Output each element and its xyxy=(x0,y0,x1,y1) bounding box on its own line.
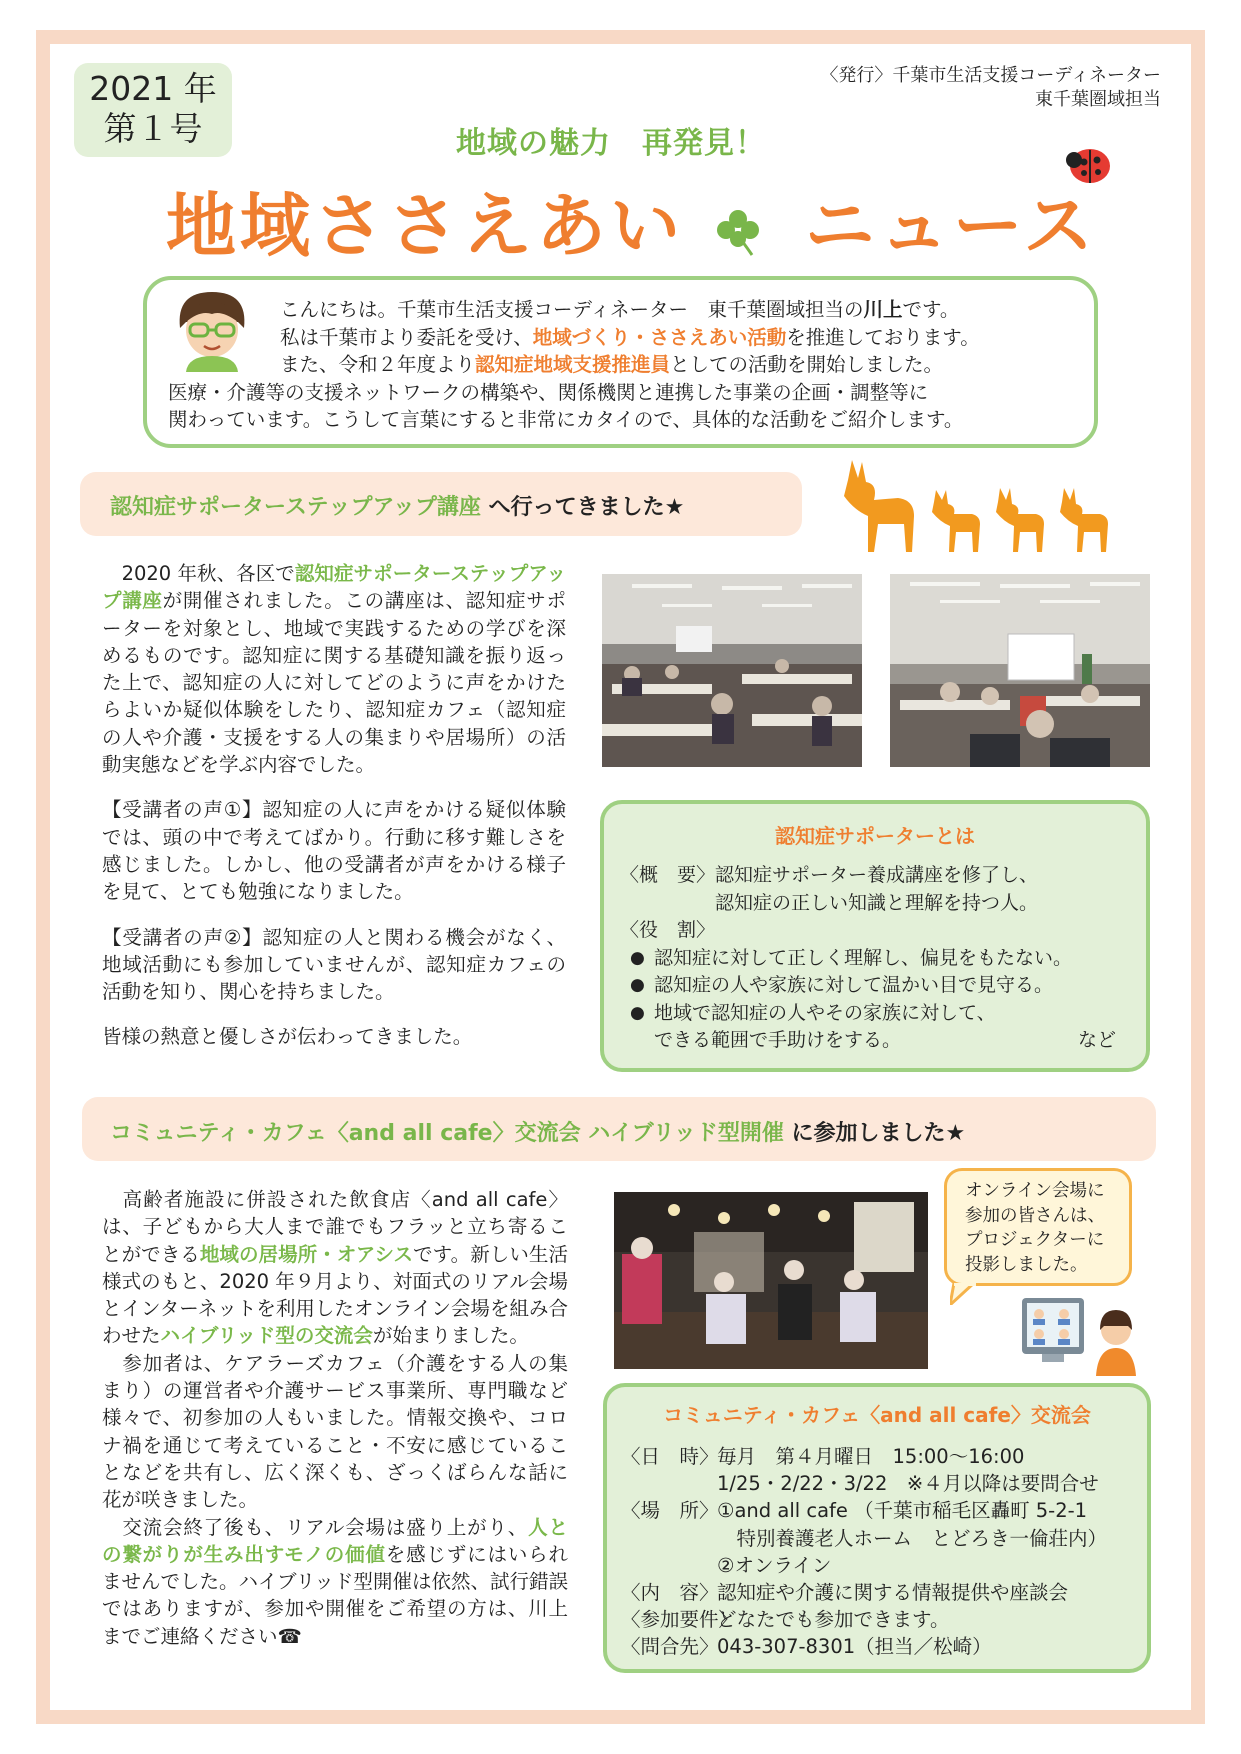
cafe-detail-value: ②オンライン xyxy=(717,1553,832,1577)
cafe-detail-label: 〈日 時〉 xyxy=(621,1445,719,1468)
cafe-detail-row xyxy=(621,1633,1146,1660)
overview-line2: 認知症の正しい知識と理解を持つ人。 xyxy=(715,891,1039,914)
supporter-box-title: 認知症サポーターとは xyxy=(775,824,975,848)
supporter-box-body xyxy=(620,862,1140,1055)
intro-text xyxy=(168,296,1088,434)
speech-tail-icon xyxy=(950,1283,980,1309)
section2-text xyxy=(102,1186,568,1650)
cafe-detail-label: 〈場 所〉 xyxy=(621,1499,719,1523)
publisher xyxy=(820,64,1161,112)
cafe-detail-value: ①and all cafe （千葉市稲毛区轟町 5-2-1 xyxy=(717,1499,1088,1523)
section1-banner-title: 認知症サポーターステップアップ講座 xyxy=(110,495,481,520)
cafe-detail-label: 〈参加要件〉 xyxy=(621,1608,739,1632)
cafe-detail-label xyxy=(621,1525,717,1552)
masthead xyxy=(166,170,1097,271)
section1-paragraph1: 2020 年秋、各区で認知症サポーターステップアップ講座が開催されました。この講座は、認知症サポーターを対象とし、地域で実践するための学びを深めるものです。認知症に関する基礎知識を振り返った上で、認知症の人に対してどのように声をかけたらよいか疑似体験をしたり、認知症カフェ（認知症の人や介護・支援をする人の集まりや居場所）の活動実態などを学ぶ内容でした。 xyxy=(102,562,566,777)
section1-text xyxy=(102,560,566,1051)
section1-banner xyxy=(80,472,802,536)
cafe-detail-row xyxy=(621,1470,1146,1497)
cafe-box-body xyxy=(621,1443,1146,1661)
intro-line4: 医療・介護等の支援ネットワークの構築や、関係機関と連携した事業の企画・調整等に xyxy=(168,380,929,404)
cafe-detail-row xyxy=(621,1525,1146,1552)
intro-line1: こんにちは。千葉市生活支援コーディネーター 東千葉圏域担当の川上です。 xyxy=(280,298,960,321)
role-last-line xyxy=(620,1027,1140,1055)
cafe-detail-value: 毎月 第４月曜日 15:00～16:00 xyxy=(717,1445,1025,1468)
cafe-detail-value: 認知症や介護に関する情報提供や座談会 xyxy=(717,1581,1069,1605)
role-list xyxy=(620,945,1140,1028)
section2-paragraph1: 高齢者施設に併設された飲食店〈and all cafe〉は、子どもから大人まで誰でもフラッと立ち寄ることができる地域の居場所・オアシスです。新しい生活様式のもと、2020 年９月より、対面式のリアル会場とインターネットを利用したオンライン会場を組み合わせたハイブリッド型の交流会が始まりました。 xyxy=(102,1188,568,1348)
intro-line5: 関わっています。こうして言葉にすると非常にカタイので、具体的な活動をご紹介します。 xyxy=(168,408,964,431)
role-last-text: できる範囲で手助けをする。 xyxy=(654,1029,902,1051)
cafe-detail-value: 1/25・2/22・3/22 ※４月以降は要問合せ xyxy=(717,1472,1099,1496)
masthead-right: ニュース xyxy=(804,185,1098,267)
cafe-detail-value: 特別養護老人ホーム とどろき一倫荘内） xyxy=(717,1526,1108,1550)
issue-year: 2021 年 xyxy=(89,69,217,108)
role-item: ● 地域で認知症の人やその家族に対して、 xyxy=(620,1000,1140,1028)
cafe-detail-value[interactable]: 043-307-8301（担当／松崎） xyxy=(717,1635,992,1659)
cafe-detail-label: 〈内 容〉 xyxy=(621,1581,719,1605)
overview-label: 〈概 要〉 xyxy=(620,864,716,886)
seminar-photo-1 xyxy=(602,574,862,767)
online-speech-bubble: オンライン会場に参加の皆さんは、プロジェクターに投影しました。 xyxy=(944,1168,1132,1286)
issue-badge xyxy=(74,63,232,157)
cafe-detail-row xyxy=(621,1606,1146,1633)
clover-icon xyxy=(712,185,776,267)
section2-banner-suffix: に参加しました★ xyxy=(783,1121,966,1146)
cafe-detail-label: 〈問合先〉 xyxy=(621,1635,719,1659)
role-item: ● 認知症に対して正しく理解し、偏見をもたない。 xyxy=(620,945,1140,973)
issue-number: 第１号 xyxy=(103,109,203,148)
cafe-detail-row xyxy=(621,1497,1146,1524)
supporter-info-box xyxy=(600,800,1150,1072)
section2-banner xyxy=(82,1097,1156,1161)
role-item: ● 認知症の人や家族に対して温かい目で見守る。 xyxy=(620,972,1140,1000)
section1-banner-suffix: へ行ってきました★ xyxy=(480,495,685,520)
voice2: 【受講者の声②】認知症の人と関わる機会がなく、地域活動にも参加していませんが、認知症カフェの活動を知り、関心を持ちました。 xyxy=(102,925,566,1004)
cafe-detail-label xyxy=(621,1552,717,1579)
publisher-line1: 〈発行〉千葉市生活支援コーディネーター xyxy=(820,65,1161,86)
cafe-details xyxy=(621,1443,1146,1661)
overview-line1: 認知症サポーター養成講座を修了し、 xyxy=(715,864,1039,886)
role-label: 〈役 割〉 xyxy=(620,919,716,941)
cafe-detail-row xyxy=(621,1443,1146,1470)
online-meeting-illustration xyxy=(1020,1296,1142,1380)
cafe-detail-row xyxy=(621,1579,1146,1606)
cafe-detail-row xyxy=(621,1552,1146,1579)
section2-banner-title: コミュニティ・カフェ〈and all cafe〉交流会 ハイブリッド型開催 xyxy=(110,1121,784,1146)
masthead-left: 地域ささえあい xyxy=(166,185,684,267)
cafe-info-box xyxy=(603,1383,1151,1673)
cafe-detail-value: どなたでも参加できます。 xyxy=(717,1608,950,1632)
voice1: 【受講者の声①】認知症の人に声をかける疑似体験では、頭の中で考えてばかり。行動に移す難しさを感じました。しかし、他の受講者が声をかける様子を見て、とても勉強になりました。 xyxy=(102,798,566,904)
donkey-illustration xyxy=(838,460,1118,560)
intro-line2: 私は千葉市より委託を受け、地域づくり・ささえあい活動を推進しております。 xyxy=(280,325,980,349)
publisher-line2: 東千葉圏域担当 xyxy=(1035,89,1161,110)
cafe-box-title: コミュニティ・カフェ〈and all cafe〉交流会 xyxy=(663,1403,1091,1427)
closing-remark: 皆様の熱意と優しさが伝わってきました。 xyxy=(102,1025,473,1049)
cafe-detail-label xyxy=(621,1470,717,1497)
section2-paragraph3: 交流会終了後も、リアル会場は盛り上がり、人との繋がりが生み出すモノの価値を感じずにはいられませんでした。ハイブリッド型開催は依然、試行錯誤ではありますが、参加や開催をご希望の方は、川上までご連絡ください☎ xyxy=(102,1515,568,1648)
seminar-photo-2 xyxy=(890,574,1150,767)
ladybug-icon xyxy=(1064,140,1114,190)
section2-paragraph2: 参加者は、ケアラーズカフェ（介護をする人の集まり）の運営者や介護サービス事業所、専門職など様々で、初参加の人もいました。情報交換や、コロナ禍を通じて考えていること・不安に感じていることなどを共有し、広く深くも、ざっくばらんな話に花が咲きました。 xyxy=(102,1351,568,1512)
intro-line3: また、令和２年度より認知症地域支援推進員としての活動を開始しました。 xyxy=(280,353,944,376)
tagline: 地域の魅力 再発見！ xyxy=(456,126,766,161)
etc-label: など xyxy=(1077,1029,1116,1051)
cafe-photo xyxy=(614,1192,928,1369)
